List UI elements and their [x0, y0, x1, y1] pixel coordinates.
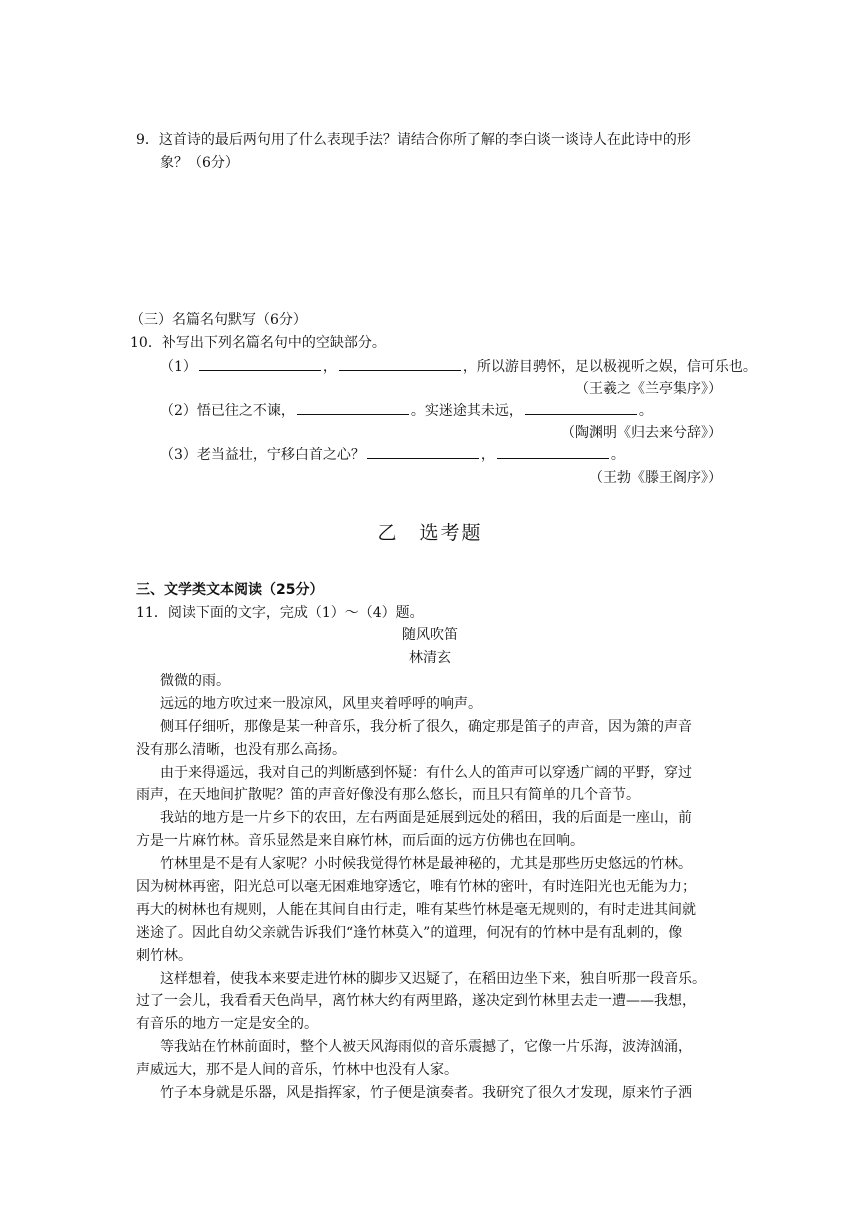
article-line: 过了一会儿，我看看天色尚早，离竹林大约有两里路，遂决定到竹林里去走一遭——我想， — [136, 993, 696, 1010]
question-10-item-1 — [160, 356, 757, 378]
question-10-item-2 — [160, 400, 653, 422]
article-line: 再大的树林也有规则，人能在其间自由行走，唯有某些竹林是毫无规则的，有时走进其间就 — [136, 901, 696, 918]
article-line: 这样想着，使我本来要走进竹林的脚步又迟疑了，在稻田边坐下来，独自听那一段音乐。 — [160, 970, 706, 987]
question-11: 11．阅读下面的文字，完成（1）～（4）题。 — [136, 605, 424, 621]
item-3-end: 。 — [610, 447, 625, 463]
item-1-source: （王羲之《兰亭集序》） — [575, 381, 722, 397]
item-2-end: 。 — [638, 403, 653, 419]
part-title: 乙 选考题 — [377, 522, 483, 544]
question-9 — [136, 129, 736, 175]
article-line: 竹子本身就是乐器，风是指挥家，竹子便是演奏者。我研究了很久才发现，原来竹子洒 — [160, 1085, 692, 1102]
answer-blank[interactable] — [497, 444, 609, 459]
article-line: 我站的地方是一片乡下的农田，左右两面是延展到远处的稻田，我的后面是一座山，前 — [160, 810, 692, 827]
answer-blank[interactable] — [297, 400, 409, 415]
answer-blank[interactable] — [339, 356, 461, 371]
section-3-heading: （三）名篇名句默写（6分） — [130, 312, 307, 328]
item-1-tail: ，所以游目骋怀，足以极视听之娱，信可乐也。 — [462, 359, 757, 375]
article-line: 侧耳仔细听，那像是某一种音乐，我分析了很久，确定那是笛子的声音，因为箫的声音 — [160, 718, 692, 735]
item-3-source: （王勃《滕王阁序》） — [589, 470, 722, 486]
article-line: 因为树林再密，阳光总可以毫无困难地穿透它，唯有竹林的密叶，有时连阳光也无能为力； — [136, 879, 696, 896]
article-line: 竹林里是不是有人家呢？小时候我觉得竹林是最神秘的，尤其是那些历史悠远的竹林。 — [160, 856, 692, 873]
article-body — [136, 670, 736, 1105]
article-title: 随风吹笛 — [402, 627, 458, 643]
item-2-source: （陶渊明《归去来兮辞》） — [561, 425, 722, 441]
article-line: 方是一片麻竹林。音乐显然是来自麻竹林，而后面的远方仿佛也在回响。 — [136, 833, 584, 850]
article-line: 没有那么清晰，也没有那么高扬。 — [136, 741, 346, 758]
article-line: 声威远大，那不是人间的音乐，竹林中也没有人家。 — [136, 1062, 458, 1079]
article-line: 由于来得遥远，我对自己的判断感到怀疑：有什么人的笛声可以穿透广阔的平野，穿过 — [160, 764, 692, 781]
section-literature-heading: 三、文学类文本阅读（25分） — [136, 582, 324, 598]
article-line: 等我站在竹林前面时，整个人被天风海雨似的音乐震撼了，它像一片乐海，波涛汹涌， — [160, 1039, 692, 1056]
article-line: 微微的雨。 — [160, 673, 230, 689]
item-3-head: （3）老当益壮，宁移白首之心？ — [160, 447, 365, 463]
answer-blank[interactable] — [199, 356, 321, 371]
answer-blank[interactable] — [367, 444, 479, 459]
article-line: 雨声，在天地间扩散呢？笛的声音好像没有那么悠长，而且只有简单的几个音节。 — [136, 787, 640, 804]
item-1-label: （1） — [160, 359, 197, 375]
item-1-sep: ， — [322, 359, 337, 375]
answer-blank[interactable] — [525, 400, 637, 415]
article-line: 有音乐的地方一定是安全的。 — [136, 1016, 318, 1033]
article-line: 刺竹林。 — [136, 947, 192, 964]
question-9-line-2: 象？（6分） — [160, 155, 239, 171]
question-10-item-3 — [160, 444, 625, 466]
article-line: 远远的地方吹过来一股凉风，风里夹着呼呼的响声。 — [160, 695, 482, 712]
item-3-sep: ， — [480, 447, 495, 463]
item-2-mid: 。实迷途其未远， — [410, 403, 523, 419]
item-2-head: （2）悟已往之不谏， — [160, 403, 295, 419]
question-10: 10．补写出下列名篇名句中的空缺部分。 — [130, 335, 386, 351]
article-author: 林清玄 — [409, 650, 451, 666]
question-9-line-1: 9．这首诗的最后两句用了什么表现手法？请结合你所了解的李白谈一谈诗人在此诗中的形 — [136, 132, 691, 148]
article-line: 迷途了。因此自幼父亲就告诉我们“逢竹林莫入”的道理，何况有的竹林中是有乱刺的，像 — [136, 924, 683, 941]
